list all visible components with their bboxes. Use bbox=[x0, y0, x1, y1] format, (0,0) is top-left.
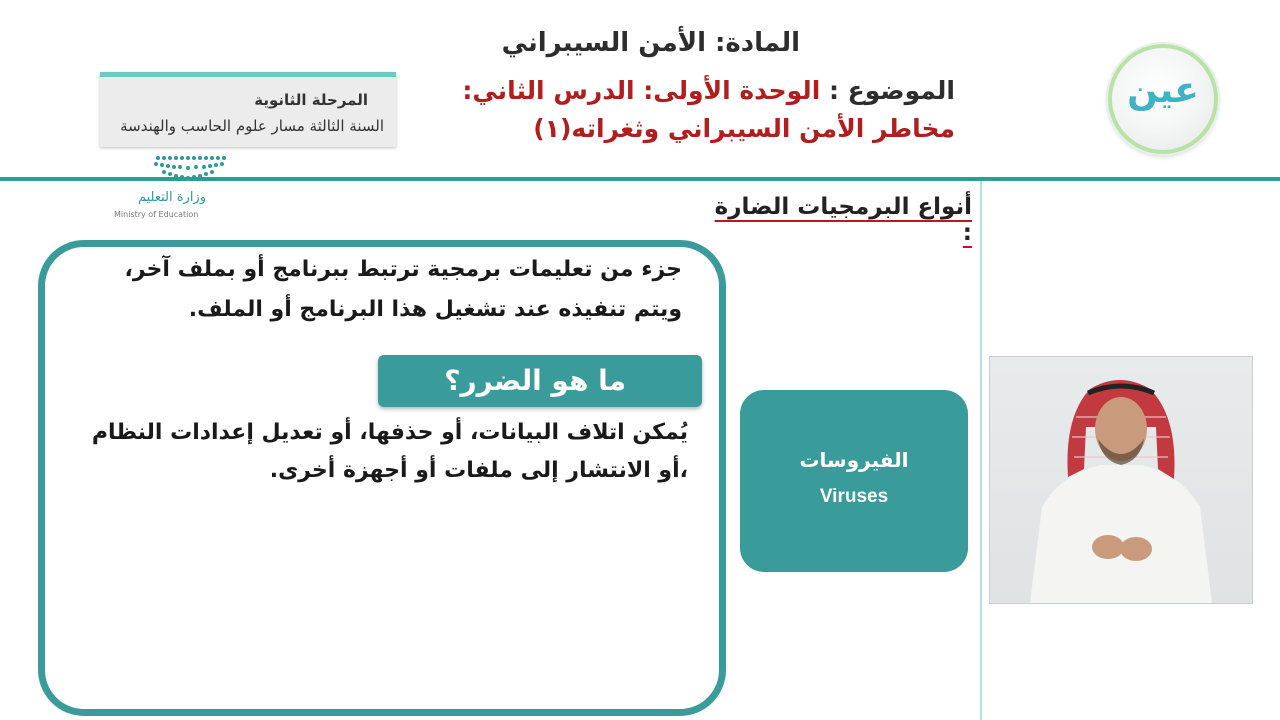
ministry-name-ar: وزارة التعليم bbox=[137, 190, 206, 205]
presenter-figure-icon bbox=[990, 357, 1252, 603]
ministry-name-en: Ministry of Education bbox=[114, 210, 199, 219]
vertical-divider bbox=[980, 181, 982, 720]
eyn-logo bbox=[1108, 44, 1218, 154]
section-title: أنواع البرمجيات الضارة : bbox=[714, 194, 972, 246]
stage-title: المرحلة الثانوية bbox=[254, 91, 368, 109]
stage-subtitle: السنة الثالثة مسار علوم الحاسب والهندسة bbox=[120, 117, 384, 135]
ministry-logo bbox=[108, 152, 232, 224]
topic-heading bbox=[390, 72, 955, 148]
viruses-label-en: Viruses bbox=[819, 486, 889, 507]
harm-description: يُمكن اتلاف البيانات، أو حذفها، أو تعديل إعدادات النظام ،أو الانتشار إلى ملفات أو أجهزة أخرى. bbox=[91, 420, 688, 483]
harm-question-banner: ما هو الضرر؟ bbox=[378, 355, 702, 407]
viruses-card bbox=[740, 390, 968, 572]
ministry-dots-icon bbox=[108, 152, 232, 192]
definition-text: جزء من تعليمات برمجية ترتبط ببرنامج أو بملف آخر، ويتم تنفيذه عند تشغيل هذا البرنامج أو الملف. bbox=[124, 257, 682, 322]
subject-title: المادة: الأمن السيبراني bbox=[501, 28, 800, 58]
presenter-video bbox=[990, 357, 1252, 603]
topic-text: الوحدة الأولى: الدرس الثاني: مخاطر الأمن السيبراني وثغراته(١) bbox=[462, 76, 955, 143]
topic-label: الموضوع : bbox=[828, 76, 955, 105]
stage-info-box bbox=[100, 72, 396, 147]
eyn-logo-text: عين bbox=[1127, 70, 1199, 111]
viruses-label-ar: الفيروسات bbox=[799, 448, 909, 472]
header-divider bbox=[0, 177, 1280, 181]
